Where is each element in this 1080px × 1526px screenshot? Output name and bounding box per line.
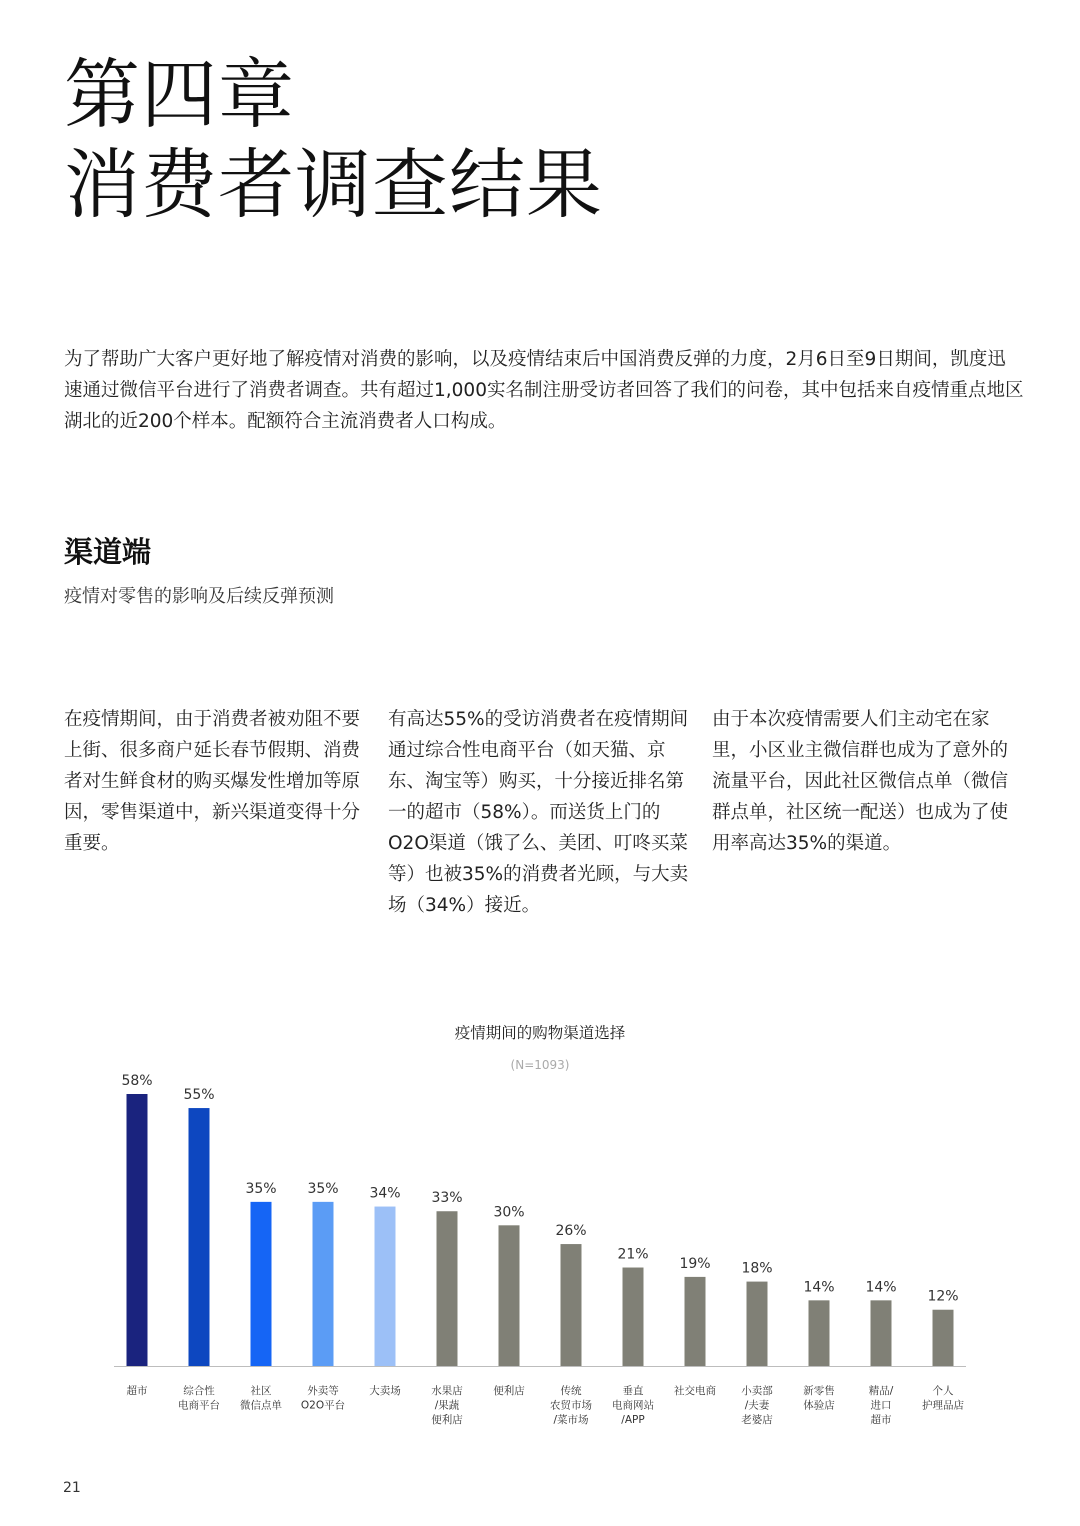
bar-12 bbox=[871, 1300, 892, 1366]
category-label-8: 垂直电商网站/APP bbox=[612, 1385, 654, 1426]
body-column-1: 在疫情期间，由于消费者被劝阻不要上街、很多商户延长春节假期、消费者对生鲜食材的购买爆发性增加等原因，零售渠道中，新兴渠道变得十分重要。 bbox=[64, 709, 361, 854]
bar-13 bbox=[933, 1310, 954, 1366]
value-label-7: 26% bbox=[555, 1223, 587, 1240]
value-label-13: 12% bbox=[927, 1288, 959, 1305]
chart-sample-size: (N=1093) bbox=[510, 1058, 570, 1072]
category-label-4: 大卖场 bbox=[369, 1385, 401, 1397]
bar-3 bbox=[313, 1202, 334, 1366]
category-label-9: 社交电商 bbox=[674, 1385, 716, 1397]
chapter-title: 消费者调查结果 bbox=[64, 140, 603, 229]
category-label-2: 社区微信点单 bbox=[240, 1385, 282, 1412]
body-column-2: 有高达55%的受访消费者在疫情期间通过综合性电商平台（如天猫、京东、淘宝等）购买，十分接近排名第一的超市（58%）。而送货上门的O2O渠道（饿了么、美团、叮咚买菜等）也被35%的消费者光顾，与大卖场（34%）接近。 bbox=[388, 709, 689, 916]
bar-7 bbox=[561, 1244, 582, 1366]
value-label-0: 58% bbox=[121, 1073, 153, 1089]
value-label-11: 14% bbox=[803, 1279, 835, 1296]
bar-6 bbox=[499, 1225, 520, 1366]
value-label-6: 30% bbox=[493, 1204, 525, 1221]
category-label-3: 外卖等 O2O平台 bbox=[300, 1385, 346, 1412]
category-label-7: 传统农贸市场/菜市场 bbox=[550, 1385, 592, 1426]
value-label-2: 35% bbox=[245, 1180, 277, 1197]
category-label-12: 精品/进口超市 bbox=[868, 1385, 894, 1426]
category-label-0: 超市 bbox=[126, 1385, 148, 1397]
bar-5 bbox=[437, 1211, 458, 1366]
value-label-12: 14% bbox=[865, 1279, 897, 1296]
category-label-10: 小卖部/夫妻老婆店 bbox=[741, 1385, 773, 1426]
value-label-5: 33% bbox=[431, 1190, 463, 1207]
bar-2 bbox=[251, 1202, 272, 1366]
value-label-9: 19% bbox=[679, 1255, 711, 1272]
bar-8 bbox=[623, 1268, 644, 1366]
value-label-3: 35% bbox=[307, 1180, 339, 1197]
page-number: 21 bbox=[63, 1480, 81, 1496]
chapter-number: 第四章 bbox=[64, 50, 295, 139]
bar-9 bbox=[685, 1277, 706, 1366]
bar-4 bbox=[375, 1207, 396, 1366]
chart-title: 疫情期间的购物渠道选择 bbox=[454, 1024, 626, 1042]
category-label-6: 便利店 bbox=[493, 1385, 525, 1397]
bar-1 bbox=[189, 1108, 210, 1366]
bar-11 bbox=[809, 1300, 830, 1366]
bar-0 bbox=[127, 1094, 148, 1366]
category-label-11: 新零售体验店 bbox=[803, 1385, 835, 1412]
category-label-5: 水果店/果蔬便利店 bbox=[431, 1385, 463, 1426]
section-title: 渠道端 bbox=[64, 535, 152, 569]
intro-paragraph: 为了帮助广大客户更好地了解疫情对消费的影响，以及疫情结束后中国消费反弹的力度，2月6日至9日期间，凯度迅速通过微信平台进行了消费者调查。共有超过1,000实名制注册受访者回答了我们的问卷，其中包括来自疫情重点地区湖北的近200个样本。配额符合主流消费者人口构成。 bbox=[64, 349, 1024, 432]
section-subtitle: 疫情对零售的影响及后续反弹预测 bbox=[64, 586, 334, 607]
value-label-1: 55% bbox=[183, 1087, 215, 1104]
bar-10 bbox=[747, 1282, 768, 1366]
value-label-8: 21% bbox=[617, 1246, 649, 1263]
value-label-4: 34% bbox=[369, 1185, 401, 1202]
category-label-1: 综合性电商平台 bbox=[178, 1385, 220, 1412]
category-label-13: 个人护理品店 bbox=[922, 1385, 964, 1412]
value-label-10: 18% bbox=[741, 1260, 773, 1277]
body-column-3: 由于本次疫情需要人们主动宅在家里，小区业主微信群也成为了意外的流量平台，因此社区微信点单（微信群点单，社区统一配送）也成为了使用率高达35%的渠道。 bbox=[712, 709, 1009, 854]
